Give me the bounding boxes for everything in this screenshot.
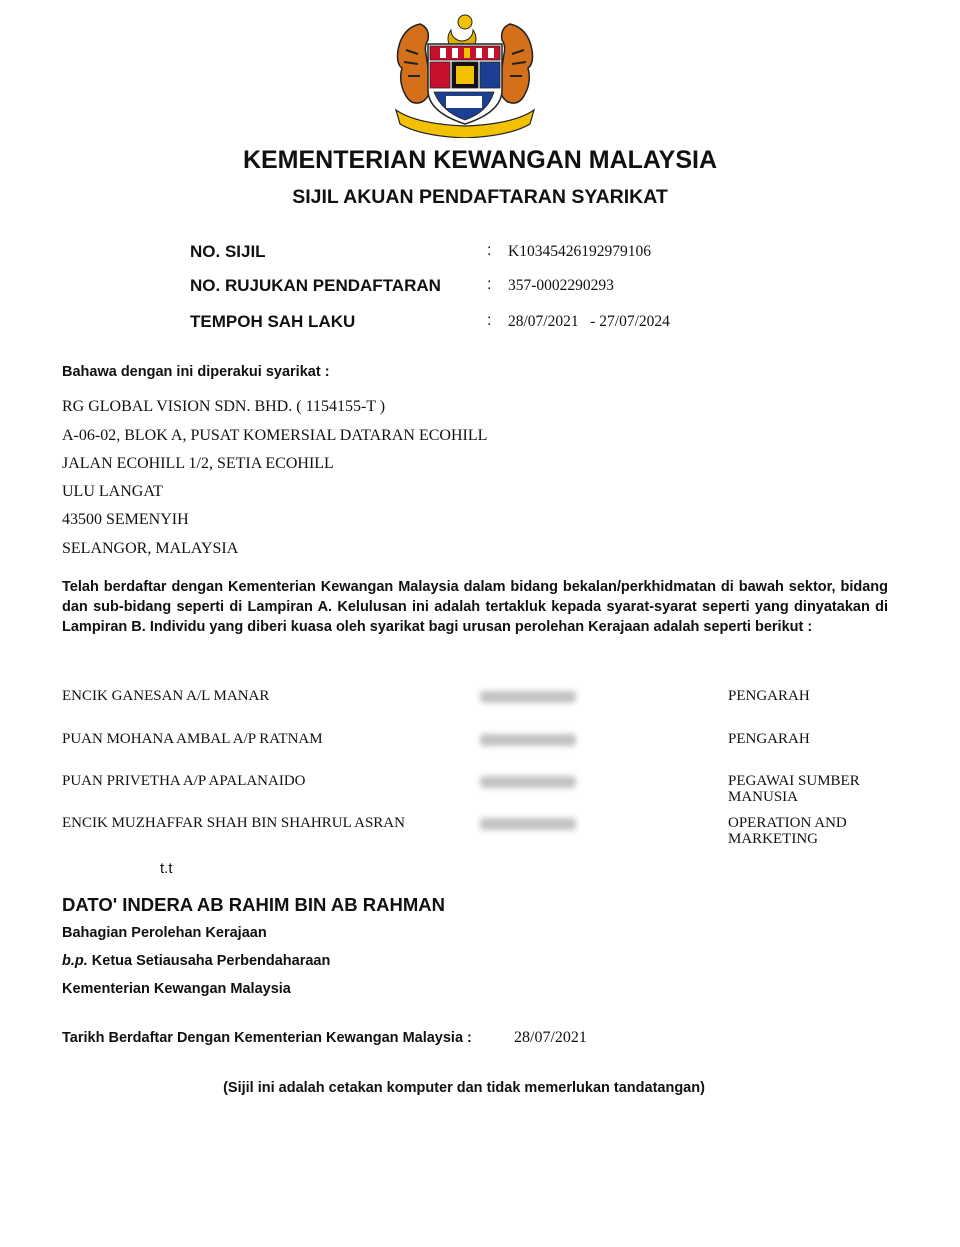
redacted-id	[480, 734, 576, 746]
field-label-validity: TEMPOH SAH LAKU	[190, 312, 356, 331]
field-label-reference-no: NO. RUJUKAN PENDAFTARAN	[190, 276, 441, 295]
signatory-name: DATO' INDERA AB RAHIM BIN AB RAHMAN	[62, 894, 445, 915]
company-address-line: 43500 SEMENYIH	[62, 511, 189, 528]
registration-date-value: 28/07/2021	[514, 1029, 587, 1046]
footer-note: (Sijil ini adalah cetakan komputer dan tidak memerlukan tandatangan)	[223, 1080, 705, 1096]
person-role: PEGAWAI SUMBER MANUSIA	[728, 773, 860, 805]
field-value-validity: 28/07/2021 - 27/07/2024	[508, 313, 670, 330]
redacted-id	[480, 691, 576, 703]
field-colon: :	[487, 242, 492, 259]
company-address-line: JALAN ECOHILL 1/2, SETIA ECOHILL	[62, 455, 334, 472]
registration-statement: Telah berdaftar dengan Kementerian Kewangan Malaysia dalam bidang bekalan/perkhidmatan di bawah sektor, bidang dan sub-bidang seperti di Lampiran A. Kelulusan ini adalah tertakluk kepada syarat-syarat seperti yang dinyatakan di Lampiran B. Individu yang diberi kuasa oleh syarikat bagi urusan perolehan Kerajaan adalah seperti berikut :	[62, 579, 888, 635]
registration-date-label: Tarikh Berdaftar Dengan Kementerian Kewangan Malaysia :	[62, 1030, 472, 1046]
person-name: PUAN MOHANA AMBAL A/P RATNAM	[62, 731, 323, 747]
person-name: PUAN PRIVETHA A/P APALANAIDO	[62, 773, 306, 789]
person-name: ENCIK GANESAN A/L MANAR	[62, 688, 270, 704]
person-role: PENGARAH	[728, 731, 810, 747]
person-role: PENGARAH	[728, 688, 810, 704]
company-address-line: SELANGOR, MALAYSIA	[62, 540, 239, 557]
field-value-reference-no: 357-0002290293	[508, 277, 614, 294]
bp-text: Ketua Setiausaha Perbendaharaan	[87, 953, 331, 969]
field-colon: :	[487, 312, 492, 329]
signatory-division: Bahagian Perolehan Kerajaan	[62, 925, 267, 941]
signatory-ministry: Kementerian Kewangan Malaysia	[62, 981, 291, 997]
company-name: RG GLOBAL VISION SDN. BHD. ( 1154155-T )	[62, 398, 386, 415]
field-value-cert-no: K10345426192979106	[508, 243, 651, 260]
bp-prefix: b.p.	[62, 953, 88, 969]
intro-text: Bahawa dengan ini diperakui syarikat :	[62, 364, 330, 380]
ministry-title: KEMENTERIAN KEWANGAN MALAYSIA	[242, 146, 718, 174]
redacted-id	[480, 776, 576, 788]
person-name: ENCIK MUZHAFFAR SHAH BIN SHAHRUL ASRAN	[62, 815, 405, 831]
redacted-id	[480, 818, 576, 830]
field-colon: :	[487, 276, 492, 293]
company-address-line: A-06-02, BLOK A, PUSAT KOMERSIAL DATARAN ECOHILL	[62, 427, 488, 444]
certificate-title: SIJIL AKUAN PENDAFTARAN SYARIKAT	[292, 186, 668, 208]
signatory-bp-line	[62, 953, 330, 969]
person-role: OPERATION AND MARKETING	[728, 815, 847, 847]
field-label-cert-no: NO. SIJIL	[190, 242, 266, 261]
company-address-line: ULU LANGAT	[62, 483, 163, 500]
tt-mark: t.t	[160, 860, 173, 877]
malaysia-coat-of-arms-icon	[388, 10, 542, 138]
